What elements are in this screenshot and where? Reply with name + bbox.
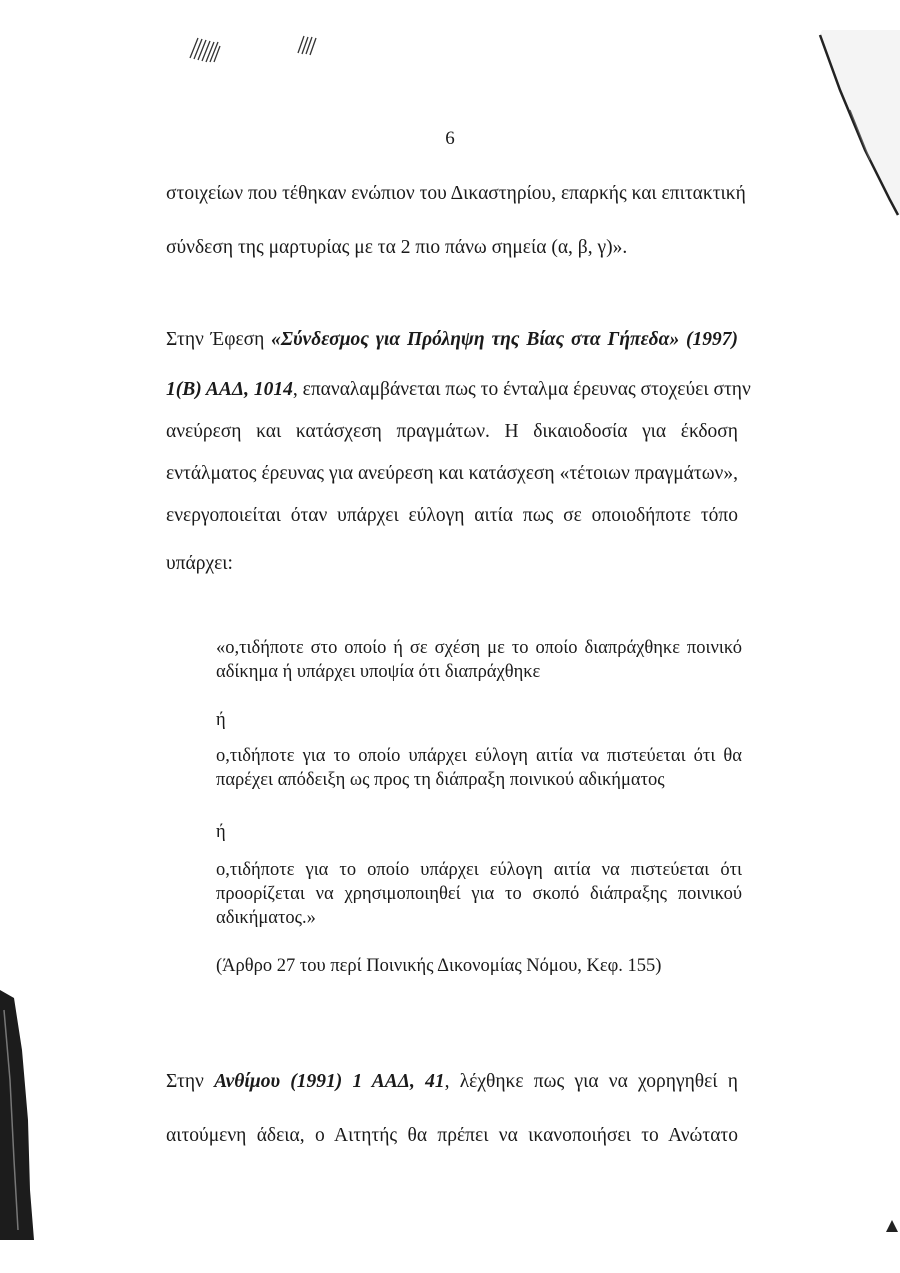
left-edge-binding <box>0 990 40 1240</box>
text-run: , λέχθηκε πως για να χορηγηθεί η <box>444 1071 738 1092</box>
text-run: Στην <box>166 1071 215 1092</box>
paragraph-line: αιτούμενη άδεια, ο Αιτητής θα πρέπει να ικανοποιήσει το Ανώτατο <box>166 1125 738 1146</box>
paragraph-line: ενεργοποιείται όταν υπάρχει εύλογη αιτία πως σε οποιοδήποτε τόπο <box>166 505 738 526</box>
quote-line: παρέχει απόδειξη ως προς τη διάπραξη ποινικού αδικήματος <box>216 770 665 790</box>
paragraph-line <box>166 1068 738 1096</box>
paragraph-line <box>166 376 751 404</box>
quote-citation: (Άρθρο 27 του περί Ποινικής Δικονομίας Νόμου, Κεφ. 155) <box>216 956 662 976</box>
quote-separator: ή <box>216 822 226 842</box>
quote-line: αδικήματος.» <box>216 908 316 928</box>
paragraph-line <box>166 326 738 354</box>
case-citation: «Σύνδεσμος για Πρόληψη της Βίας στα Γήπεδα» (1997) <box>271 329 738 350</box>
bottom-right-mark <box>880 1218 900 1238</box>
case-citation: 1(Β) ΑΑΔ, 1014 <box>166 379 293 400</box>
text-run: , επαναλαμβάνεται πως το ένταλμα έρευνας στοχεύει στην <box>292 379 751 400</box>
right-edge-shadow <box>810 30 900 220</box>
paragraph-line: εντάλματος έρευνας για ανεύρεση και κατάσχεση «τέτοιων πραγμάτων», <box>166 463 738 484</box>
page-number: 6 <box>445 128 455 149</box>
quote-line: αδίκημα ή υπάρχει υποψία ότι διαπράχθηκε <box>216 662 541 682</box>
paragraph-line: σύνδεση της μαρτυρίας με τα 2 πιο πάνω σημεία (α, β, γ)». <box>166 237 628 258</box>
paragraph-line: ανεύρεση και κατάσχεση πραγμάτων. Η δικαιοδοσία για έκδοση <box>166 421 738 442</box>
paragraph-line: στοιχείων που τέθηκαν ενώπιον του Δικαστηρίου, επαρκής και επιτακτική <box>166 183 746 204</box>
quote-line: ο,τιδήποτε για το οποίο υπάρχει εύλογη αιτία να πιστεύεται ότι <box>216 860 742 880</box>
quote-line: «ο,τιδήποτε στο οποίο ή σε σχέση με το οποίο διαπράχθηκε ποινικό <box>216 638 742 658</box>
case-citation: Ανθίμου (1991) 1 ΑΑΔ, 41 <box>214 1071 445 1092</box>
quote-line: προορίζεται να χρησιμοποιηθεί για το σκοπό διάπραξης ποινικού <box>216 884 742 904</box>
quote-separator: ή <box>216 710 226 730</box>
stamp-marks <box>180 28 330 73</box>
text-run: Στην Έφεση <box>166 329 272 350</box>
quote-line: ο,τιδήποτε για το οποίο υπάρχει εύλογη αιτία να πιστεύεται ότι θα <box>216 746 742 766</box>
paragraph-line: υπάρχει: <box>166 553 233 574</box>
